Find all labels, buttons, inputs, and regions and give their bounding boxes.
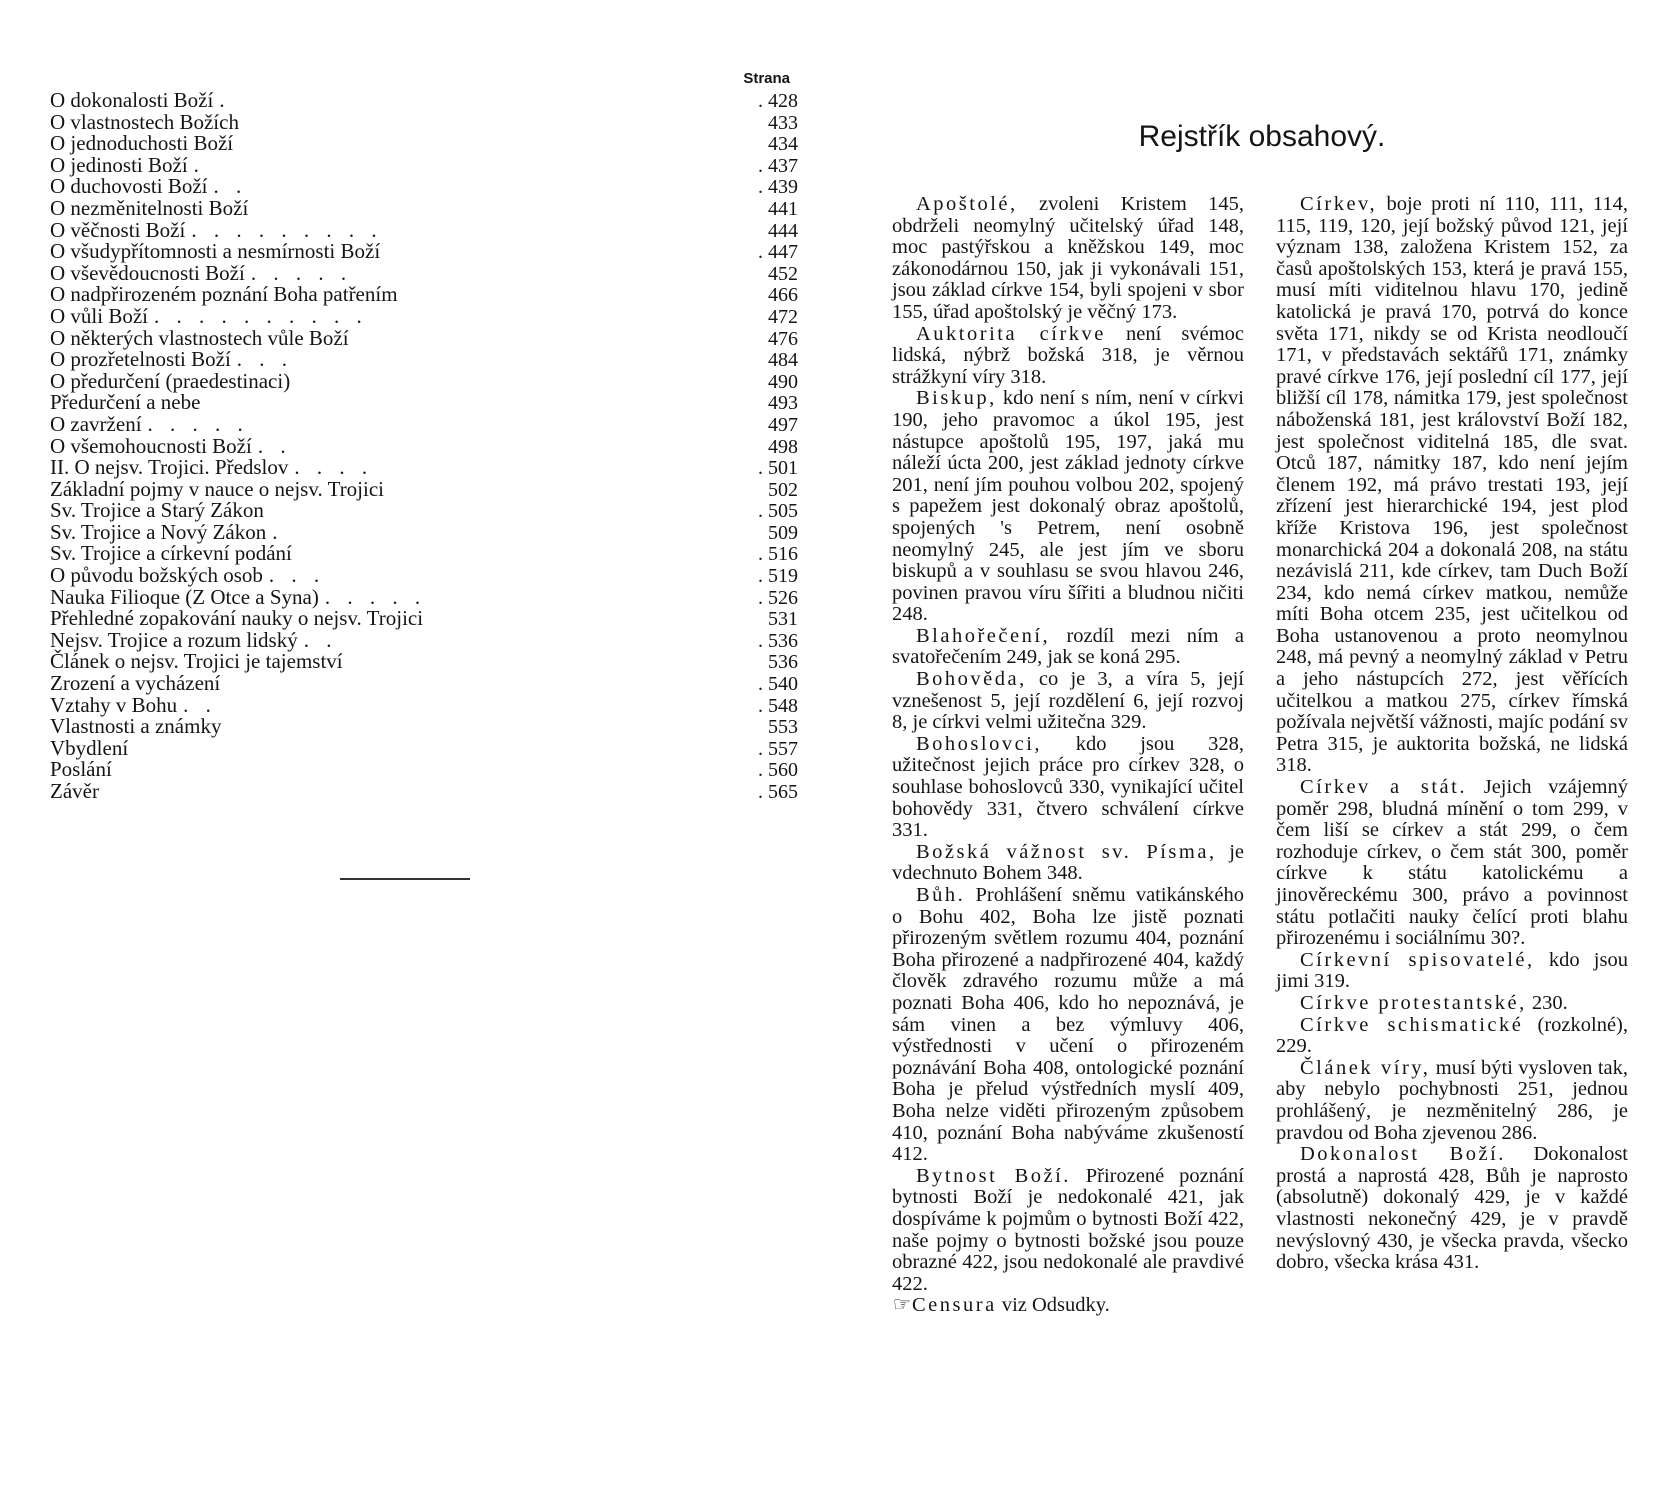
toc-row (50, 152, 798, 177)
toc-leader-dots: . . . . . (250, 262, 353, 285)
toc-row (50, 325, 798, 350)
toc-leader-dots: . . . . . . . . . . (154, 305, 368, 328)
toc-row (50, 176, 798, 198)
toc-leader-dots: . . . (236, 349, 294, 371)
toc-page-number: 536 (768, 651, 798, 674)
toc-page-number: . 557 (758, 737, 798, 760)
index-entry-heading: Auktorita církve (916, 322, 1106, 345)
toc-leader-dots: . (193, 154, 205, 177)
index-entry-text: kdo jsou jimi 319. (1276, 948, 1628, 993)
index-entry (892, 734, 1244, 842)
index-entry-heading: Biskup, (916, 387, 997, 410)
index-entry-heading: Článek víry, (1300, 1056, 1431, 1079)
toc-title: O všudypřítomnosti a nesmírnosti Boží (50, 239, 381, 264)
index-entry-text: viz Odsudky. (996, 1294, 1110, 1317)
index-entry (892, 1166, 1244, 1296)
toc-title: O původu božských osob (50, 563, 263, 588)
index-entry-heading: Blahořečení, (916, 624, 1051, 647)
index-entry-text: 230. (1526, 991, 1568, 1014)
index-entry-heading: Církve schismatické (1300, 1013, 1524, 1036)
toc-title: Článek o nejsv. Trojici je tajemství (50, 649, 343, 674)
index-entry-heading: Církev, (1300, 193, 1378, 215)
toc-row (50, 627, 798, 652)
toc-page-number: 498 (768, 435, 798, 458)
index-column-right (1276, 194, 1628, 1274)
toc-page-number: . 437 (758, 154, 798, 177)
toc-page-number: 441 (768, 197, 798, 220)
table-of-contents (50, 90, 798, 803)
toc-title: O některých vlastnostech vůle Boží (50, 325, 349, 350)
index-entry (1276, 194, 1628, 777)
left-page (50, 66, 798, 1446)
toc-row (50, 411, 798, 436)
index-entry-heading: Bohověda, (916, 668, 1027, 691)
index-entry (1276, 950, 1628, 993)
toc-page-number: . 505 (758, 500, 798, 523)
toc-title: O jedinosti Boží (50, 152, 188, 177)
index-entry-heading: Božská vážnost sv. Písma, (916, 840, 1217, 863)
toc-row (50, 735, 798, 760)
toc-page-number: . 548 (758, 694, 798, 717)
index-entry (892, 324, 1244, 389)
index-entry-text: kdo není s ním, není v církvi 190, jeho pravomoc a úkol 195, jest nástupce apoštolů 195, 197, jaká mu náleží úcta 200, jest základ jednoty církve 201, není jím pouhou volbou 202, spojený s papežem jest dokonalý obraz apoštolů, spojených 's Petrem, není osobně neomylný 245, ale jest jím ve sboru biskupů a v souhlasu se svou hlavou 246, povinen pravou víru šířiti a bludnou ničiti 248. (892, 387, 1244, 626)
index-entry (1276, 1144, 1628, 1274)
toc-page-number: 466 (768, 284, 798, 307)
toc-row (50, 392, 798, 414)
end-divider (340, 878, 470, 880)
toc-row (50, 692, 798, 717)
index-entry-heading: Církve protestantské, (1300, 991, 1527, 1014)
index-entry (892, 626, 1244, 669)
index-entry (892, 388, 1244, 626)
index-entry-text: Prohlášení sněmu vatikánského o Bohu 402, Boha lze jistě poznati přirozeným světlem rozumu 404, poznání Boha přirozené a nadpřirozené 404, každý člověk zdravého rozumu může a má poznati Boha 406, kdo ho nepoznává, je sám vinen a bez výmluvy 406, výstřednosti v učení o přirozeném poznávání Boha 408, ontologické poznání Boha je přelud výstředních myslí 409, Boha nelze viděti přirozeným způsobem 410, poznání Boha nabýváme zkušeností 412. (892, 884, 1244, 1166)
index-entry (892, 885, 1244, 1166)
toc-page-number: . 428 (758, 90, 798, 112)
toc-leader-dots: . . . . . (324, 586, 427, 609)
toc-row (50, 608, 798, 630)
index-entry (892, 669, 1244, 734)
toc-page-number: . 560 (758, 759, 798, 782)
index-entry-heading: Censura (912, 1294, 997, 1317)
index-entry-heading: Bůh. (916, 884, 966, 906)
index-column-left (892, 194, 1244, 1317)
page-column-header: Strana (743, 70, 790, 87)
toc-row (50, 368, 798, 393)
toc-leader-dots: . (272, 521, 284, 544)
toc-page-number: . 501 (758, 457, 798, 480)
page-title: Rejstřík obsahový. (1138, 120, 1386, 153)
toc-title: O všemohoucnosti Boží (50, 433, 252, 458)
toc-row (50, 284, 798, 306)
index-entry-heading: Církevní spisovatelé, (1300, 948, 1535, 971)
toc-title: Předurčení a nebe (50, 390, 201, 415)
index-entry (892, 194, 1244, 324)
toc-page-number: . 519 (758, 565, 798, 588)
toc-title: Nauka Filioque (Z Otce a Syna) (50, 584, 319, 609)
index-entry-text: Dokonalost prostá a naprostá 428, Bůh je naprosto (absolutně) dokonalý 429, je v každé vlastnosti nekonečný 429, je v pravdě nevýslovný 430, je všecka pravda, všecko dobro, všecka krása 431. (1276, 1143, 1628, 1274)
index-entry-text: rozdíl mezi ním a svatořečením 249, jak se koná 295. (892, 624, 1244, 669)
toc-row (50, 457, 798, 479)
right-page (892, 120, 1632, 1460)
toc-title: Vztahy v Bohu (50, 692, 178, 717)
toc-title: Základní pojmy v nauce o nejsv. Trojici (50, 476, 385, 501)
toc-page-number: 433 (768, 111, 798, 134)
index-entry-text: není svémoc lidská, nýbrž božská 318, je věrnou strážkyní víry 318. (892, 322, 1244, 388)
index-entry-heading: Apoštolé, (916, 193, 1018, 215)
toc-leader-dots: . . . . . (147, 413, 249, 436)
toc-row (50, 349, 798, 371)
toc-title: O věčnosti Boží (50, 217, 186, 242)
toc-row (50, 673, 798, 695)
index-entry-text: co je 3, a víra 5, její vznešenost 5, její rozdělení 6, její rozvoj 8, je církvi velmi užitečna 329. (892, 668, 1244, 734)
index-entry-text: musí býti vysloven tak, aby nebylo pochybnosti 251, jednou prohlášený, je nezměnitelný 286, je pravdou od Boha zjevenou 286. (1276, 1056, 1629, 1144)
index-entry-heading: Církev a stát. (1300, 776, 1467, 799)
index-entry-heading: Bytnost Boží. (916, 1164, 1071, 1187)
toc-leader-dots: . . (213, 176, 248, 198)
index-entry-text: Jejich vzájemný poměr 298, bludná mínění o tom 299, v čem liší se církev a stát 299, o čem rozhoduje církev, o čem stát 300, poměr církve k státu katolickému a jinověreckému 300, právo a povinnost státu potlačiti nauky čelící proti blahu přirozenému i sociálnímu 30?. (1276, 776, 1628, 950)
toc-row (50, 90, 798, 112)
toc-title: O vlastnostech Božích (50, 109, 239, 134)
toc-row (50, 433, 798, 458)
toc-page-number: 490 (768, 370, 798, 393)
toc-title: Vbydlení (50, 735, 129, 760)
toc-row (50, 759, 798, 781)
toc-page-number: 472 (768, 305, 798, 328)
index-entry-text: zvoleni Kristem 145, obdrželi neomylný učitelský úřad 148, moc pastýřskou a kněžskou 149, moc zákonodárnou 150, jak ji vykonávali 151, jsou základ církve 154, byli spojeni v sbor 155, úřad apoštolský je věčný 173. (892, 193, 1244, 323)
toc-row (50, 716, 798, 738)
toc-title: O jednoduchosti Boží (50, 131, 234, 156)
toc-title: O dokonalosti Boží (50, 88, 214, 112)
toc-title: Poslání (50, 757, 112, 782)
toc-row (50, 476, 798, 501)
toc-title: Sv. Trojice a Starý Zákon (50, 498, 264, 523)
index-entry-text: kdo jsou 328, užitečnost jejich práce pro církev 328, o souhlase bohoslovců 330, vynikající učitel bohovědy 331, čtvero schválení církve 331. (892, 732, 1244, 842)
toc-row (50, 519, 798, 544)
index-entry-text: Přirozené poznání bytnosti Boží je nedokonalé 421, jak dospíváme k pojmům o bytnosti Boží 422, naše pojmy o bytnosti božské jsou pouze obrazné 422, jsou nedokonalé ale pravdivé 422. (892, 1164, 1244, 1295)
toc-page-number: 497 (768, 413, 798, 436)
toc-page-number: 509 (768, 521, 798, 544)
toc-page-number: 484 (768, 349, 798, 372)
index-entry (1276, 1015, 1628, 1058)
toc-leader-dots: . . . (268, 565, 326, 587)
toc-page-number: . 536 (758, 629, 798, 652)
index-entry-heading: Dokonalost Boží. (1300, 1143, 1506, 1166)
toc-title: O prozřetelnosti Boží (50, 347, 231, 372)
toc-title: Nejsv. Trojice a rozum lidský (50, 627, 298, 652)
toc-page-number: 531 (768, 608, 798, 631)
toc-row (50, 109, 798, 134)
toc-leader-dots: . (219, 90, 231, 112)
toc-leader-dots: . . (257, 435, 292, 458)
index-entry (1276, 993, 1628, 1015)
toc-page-number: . 439 (758, 176, 798, 199)
toc-page-number: 452 (768, 262, 798, 285)
toc-row (50, 565, 798, 587)
toc-title: Vlastnosti a známky (50, 714, 222, 739)
index-entry-text: je vdechnuto Bohem 348. (892, 840, 1244, 885)
toc-title: O duchovosti Boží (50, 174, 208, 199)
toc-row (50, 241, 798, 263)
toc-row (50, 195, 798, 220)
toc-title: Sv. Trojice a Nový Zákon (50, 519, 267, 544)
toc-leader-dots: . . (183, 694, 217, 717)
toc-row (50, 260, 798, 285)
toc-title: Sv. Trojice a církevní podání (50, 541, 292, 566)
toc-page-number: 444 (768, 219, 798, 242)
toc-row (50, 651, 798, 673)
toc-title: O zavržení (50, 411, 142, 436)
toc-title: Přehledné zopakování nauky o nejsv. Trojici (50, 606, 424, 631)
toc-leader-dots: . . (303, 629, 338, 652)
toc-page-number: 502 (768, 478, 798, 501)
toc-page-number: . 447 (758, 241, 798, 264)
toc-page-number: . 565 (758, 781, 798, 803)
toc-row (50, 781, 798, 803)
toc-page-number: . 526 (758, 586, 798, 609)
toc-page-number: 434 (768, 133, 798, 156)
index-entry-text: boje proti ní 110, 111, 114, 115, 119, 120, její božský původ 121, její význam 138, založena Kristem 152, za časů apoštolských 153, která je pravá 155, musí míti viditelnou hlavu 170, jedině katolická je pravá 170, potrvá do konce světa 171, nikdy se od Krista neodloučí 171, v představách sektářů 171, známky pravé církve 176, její poslední cíl 177, její bližší cíl 178, námitka 179, jest společnost náboženská 181, jest království Boží 182, jest společnost viditelná 185, dle svat. Otců 187, námitky 187, kdo není jejím členem 192, má právo trestati 193, její zřízení jest hierarchické 194, jest plod kříže Kristova 196, jest společnost monarchická 204 a dokonalá 208, na státu nezávislá 211, kde církev, tam Duch Boží 234, kdo nemá církev matkou, nemůže míti Boha otcem 235, jest učitelkou od Boha ustanovenou a proto neomylnou 248, má pevný a neomylný základ v Petru a jeho nástupcích 272, jest věřících učitelkou a matkou 275, církev římská požívala největší vážnosti, majíc podání sv Petra 315, je auktorita božská, ne lidská 318. (1276, 193, 1628, 777)
toc-row (50, 303, 798, 328)
toc-title: II. O nejsv. Trojici. Předslov (50, 455, 289, 480)
toc-title: O vševědoucnosti Boží (50, 260, 245, 285)
index-entry (1276, 777, 1628, 950)
pointing-hand-icon: ☞ (892, 1294, 912, 1317)
index-entry (1276, 1058, 1628, 1144)
toc-row (50, 584, 798, 609)
toc-leader-dots: . . . . . . . . . (191, 219, 383, 242)
toc-title: O nadpřirozeném poznání Boha patřením (50, 282, 398, 307)
toc-leader-dots: . . . . (294, 457, 374, 479)
toc-title: O nezměnitelnosti Boží (50, 195, 249, 220)
toc-page-number: 493 (768, 392, 798, 415)
toc-title: O předurčení (praedestinaci) (50, 368, 291, 393)
index-entry-text: (rozkolné), 229. (1276, 1013, 1628, 1058)
toc-row (50, 500, 798, 522)
index-entry (892, 1295, 1244, 1317)
toc-title: Závěr (50, 779, 99, 803)
toc-row (50, 543, 798, 565)
toc-page-number: . 516 (758, 543, 798, 566)
index-entry (892, 842, 1244, 885)
toc-row (50, 133, 798, 155)
toc-page-number: . 540 (758, 673, 798, 696)
toc-page-number: 553 (768, 716, 798, 739)
toc-title: O vůli Boží (50, 303, 148, 328)
index-entry-heading: Bohoslovci, (916, 732, 1043, 755)
toc-title: Zrození a vycházení (50, 671, 221, 696)
toc-page-number: 476 (768, 327, 798, 350)
toc-row (50, 217, 798, 242)
